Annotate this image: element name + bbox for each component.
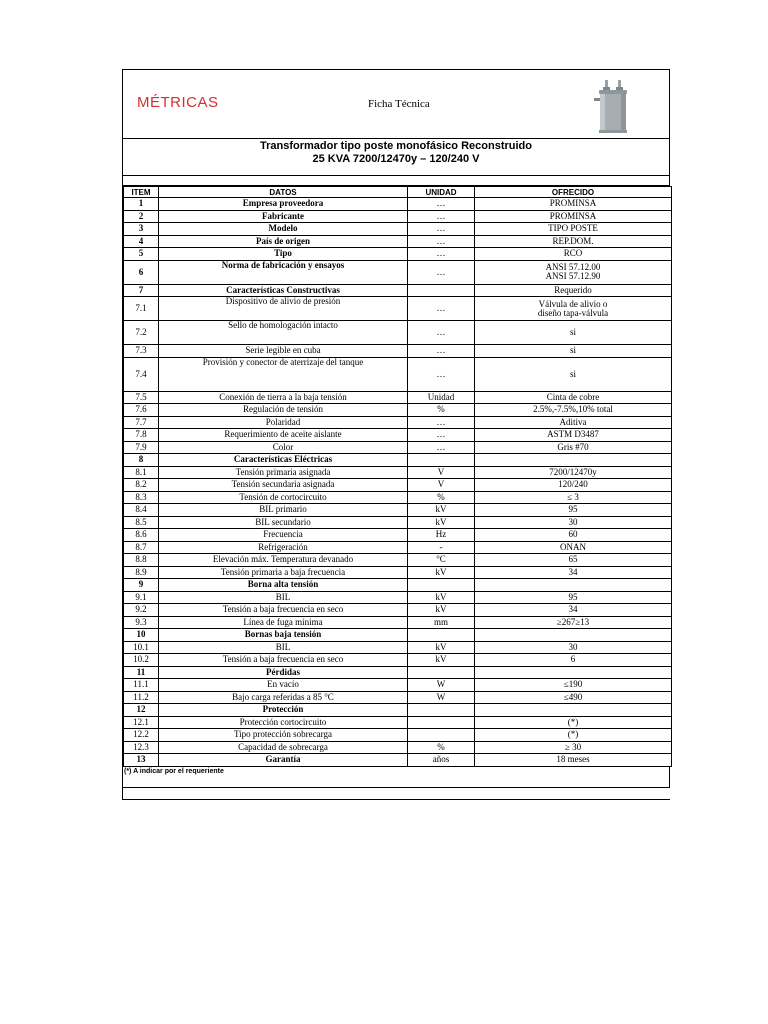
table-row: [124, 429, 672, 442]
cell-unidad: %: [408, 741, 475, 754]
column-header-unidad: UNIDAD: [408, 187, 475, 198]
cell-unidad: [408, 704, 475, 717]
document-header: [123, 70, 670, 139]
table-row: [124, 248, 672, 261]
table-row: [124, 654, 672, 667]
cell-unidad: [408, 629, 475, 642]
cell-datos: Bajo carga referidas a 85 °C: [159, 691, 408, 704]
table-row: [124, 297, 672, 321]
table-row: [124, 491, 672, 504]
cell-ofrecido: TIPO POSTE: [475, 223, 672, 236]
table-row: [124, 260, 672, 284]
cell-datos: Empresa proveedora: [159, 198, 408, 211]
cell-ofrecido: 60: [475, 529, 672, 542]
cell-datos: BIL secundario: [159, 516, 408, 529]
cell-item: 12: [124, 704, 159, 717]
cell-ofrecido: ≤190: [475, 679, 672, 692]
cell-item: 13: [124, 754, 159, 767]
cell-unidad: …: [408, 297, 475, 321]
cell-datos: Norma de fabricación y ensayos: [159, 260, 408, 284]
cell-ofrecido: si: [475, 345, 672, 358]
cell-item: 11.2: [124, 691, 159, 704]
cell-datos: Tensión primaria asignada: [159, 466, 408, 479]
cell-item: 10.2: [124, 654, 159, 667]
cell-unidad: …: [408, 248, 475, 261]
cell-unidad: W: [408, 679, 475, 692]
cell-datos: Tipo protección sobrecarga: [159, 729, 408, 742]
cell-unidad: …: [408, 416, 475, 429]
table-row: [124, 591, 672, 604]
cell-unidad: V: [408, 466, 475, 479]
table-row: [124, 641, 672, 654]
cell-datos: País de origen: [159, 235, 408, 248]
table-row: [124, 754, 672, 767]
cell-unidad: …: [408, 321, 475, 345]
cell-ofrecido: Aditiva: [475, 416, 672, 429]
cell-datos: Garantía: [159, 754, 408, 767]
table-row: [124, 404, 672, 417]
table-row: [124, 741, 672, 754]
cell-ofrecido: Válvula de alivio o diseño tapa-válvula: [475, 297, 672, 321]
table-row: [124, 516, 672, 529]
column-header-datos: DATOS: [159, 187, 408, 198]
cell-ofrecido: 120/240: [475, 479, 672, 492]
cell-unidad: [408, 729, 475, 742]
table-row: [124, 541, 672, 554]
cell-ofrecido: si: [475, 321, 672, 345]
cell-datos: Provisión y conector de aterrizaje del tanque: [159, 357, 408, 391]
cell-datos: Tensión a baja frecuencia en seco: [159, 604, 408, 617]
cell-ofrecido: [475, 666, 672, 679]
cell-item: 9: [124, 579, 159, 592]
table-row: [124, 441, 672, 454]
cell-datos: Regulación de tensión: [159, 404, 408, 417]
table-row: [124, 345, 672, 358]
cell-datos: Protección cortocircuito: [159, 716, 408, 729]
cell-datos: Fabricante: [159, 210, 408, 223]
company-logo: MÉTRICAS: [137, 94, 219, 111]
column-header-item: ITEM: [124, 187, 159, 198]
cell-unidad: …: [408, 345, 475, 358]
cell-datos: Bornas baja tensión: [159, 629, 408, 642]
cell-datos: Protección: [159, 704, 408, 717]
table-row: [124, 579, 672, 592]
title-line-2: 25 KVA 7200/12470y – 120/240 V: [312, 153, 480, 165]
cell-item: 10.1: [124, 641, 159, 654]
cell-unidad: …: [408, 441, 475, 454]
transformer-image: [593, 80, 633, 135]
cell-unidad: [408, 454, 475, 467]
cell-ofrecido: REP.DOM.: [475, 235, 672, 248]
cell-item: 7.5: [124, 391, 159, 404]
spacer-row: [123, 176, 670, 186]
cell-unidad: …: [408, 198, 475, 211]
table-row: [124, 504, 672, 517]
cell-unidad: °C: [408, 554, 475, 567]
cell-datos: Frecuencia: [159, 529, 408, 542]
table-row: [124, 466, 672, 479]
table-row: [124, 604, 672, 617]
cell-unidad: mm: [408, 616, 475, 629]
cell-unidad: …: [408, 260, 475, 284]
cell-item: 7.1: [124, 297, 159, 321]
cell-ofrecido: PROMINSA: [475, 198, 672, 211]
cell-item: 8.4: [124, 504, 159, 517]
cell-item: 7.6: [124, 404, 159, 417]
cell-item: 5: [124, 248, 159, 261]
cell-datos: Dispositivo de alivio de presión: [159, 297, 408, 321]
cell-datos: Elevación máx. Temperatura devanado: [159, 554, 408, 567]
cell-ofrecido: 18 meses: [475, 754, 672, 767]
cell-unidad: …: [408, 223, 475, 236]
table-row: [124, 729, 672, 742]
table-row: [124, 416, 672, 429]
table-row: [124, 235, 672, 248]
cell-unidad: …: [408, 235, 475, 248]
cell-item: 9.2: [124, 604, 159, 617]
cell-item: 8.9: [124, 566, 159, 579]
cell-item: 2: [124, 210, 159, 223]
cell-unidad: V: [408, 479, 475, 492]
cell-item: 12.1: [124, 716, 159, 729]
table-row: [124, 716, 672, 729]
table-row: [124, 679, 672, 692]
cell-datos: Borna alta tensión: [159, 579, 408, 592]
cell-item: 7.8: [124, 429, 159, 442]
cell-datos: Serie legible en cuba: [159, 345, 408, 358]
cell-ofrecido: ANSI 57.12.00 ANSI 57.12.90: [475, 260, 672, 284]
cell-ofrecido: si: [475, 357, 672, 391]
cell-ofrecido: 30: [475, 641, 672, 654]
table-row: [124, 616, 672, 629]
cell-item: 12.2: [124, 729, 159, 742]
cell-datos: Tensión de cortocircuito: [159, 491, 408, 504]
cell-datos: Características Constructivas: [159, 284, 408, 297]
cell-ofrecido: ≤ 3: [475, 491, 672, 504]
cell-item: 7.4: [124, 357, 159, 391]
cell-ofrecido: 34: [475, 566, 672, 579]
cell-unidad: años: [408, 754, 475, 767]
spec-sheet: [122, 69, 670, 800]
table-row: [124, 391, 672, 404]
cell-datos: Tensión primaria a baja frecuencia: [159, 566, 408, 579]
table-row: [124, 704, 672, 717]
cell-ofrecido: ≥ 30: [475, 741, 672, 754]
cell-ofrecido: ≤490: [475, 691, 672, 704]
cell-item: 6: [124, 260, 159, 284]
table-row: [124, 454, 672, 467]
cell-unidad: [408, 666, 475, 679]
table-row: [124, 198, 672, 211]
cell-item: 8.3: [124, 491, 159, 504]
cell-item: 7.3: [124, 345, 159, 358]
cell-item: 10: [124, 629, 159, 642]
cell-unidad: [408, 579, 475, 592]
cell-ofrecido: ≥267≥13: [475, 616, 672, 629]
document-type-label: Ficha Técnica: [368, 98, 430, 110]
cell-item: 8.8: [124, 554, 159, 567]
cell-ofrecido: Gris #70: [475, 441, 672, 454]
cell-datos: Pérdidas: [159, 666, 408, 679]
cell-ofrecido: 65: [475, 554, 672, 567]
cell-item: 11: [124, 666, 159, 679]
table-row: [124, 223, 672, 236]
cell-unidad: …: [408, 357, 475, 391]
cell-datos: Tensión secundaria asignada: [159, 479, 408, 492]
cell-item: 7.9: [124, 441, 159, 454]
cell-unidad: W: [408, 691, 475, 704]
cell-unidad: %: [408, 404, 475, 417]
cell-item: 3: [124, 223, 159, 236]
cell-ofrecido: [475, 579, 672, 592]
table-row: [124, 479, 672, 492]
cell-ofrecido: [475, 629, 672, 642]
cell-datos: Sello de homologación intacto: [159, 321, 408, 345]
cell-item: 8.6: [124, 529, 159, 542]
cell-unidad: kV: [408, 591, 475, 604]
cell-ofrecido: (*): [475, 729, 672, 742]
cell-item: 7: [124, 284, 159, 297]
cell-ofrecido: 30: [475, 516, 672, 529]
cell-ofrecido: (*): [475, 716, 672, 729]
cell-item: 8.1: [124, 466, 159, 479]
table-row: [124, 566, 672, 579]
cell-datos: BIL: [159, 641, 408, 654]
cell-ofrecido: PROMINSA: [475, 210, 672, 223]
cell-ofrecido: 95: [475, 504, 672, 517]
cell-item: 8.7: [124, 541, 159, 554]
cell-datos: En vacío: [159, 679, 408, 692]
title-line-1: Transformador tipo poste monofásico Reconstruido: [260, 140, 532, 152]
cell-item: 7.2: [124, 321, 159, 345]
cell-datos: Conexión de tierra a la baja tensión: [159, 391, 408, 404]
spec-table: [123, 186, 672, 767]
cell-item: 8.5: [124, 516, 159, 529]
cell-ofrecido: 2.5%,-7.5%,10% total: [475, 404, 672, 417]
table-row: [124, 321, 672, 345]
cell-unidad: kV: [408, 604, 475, 617]
cell-item: 8.2: [124, 479, 159, 492]
table-row: [124, 284, 672, 297]
cell-ofrecido: ONAN: [475, 541, 672, 554]
cell-datos: Tipo: [159, 248, 408, 261]
cell-datos: Color: [159, 441, 408, 454]
cell-ofrecido: ASTM D3487: [475, 429, 672, 442]
cell-datos: Requerimiento de aceite aislante: [159, 429, 408, 442]
footnote: (*) A indicar por el requeriente: [123, 767, 670, 788]
table-header-row: [124, 187, 672, 198]
cell-ofrecido: [475, 704, 672, 717]
cell-unidad: …: [408, 210, 475, 223]
table-row: [124, 554, 672, 567]
cell-item: 9.3: [124, 616, 159, 629]
cell-ofrecido: Requerido: [475, 284, 672, 297]
cell-item: 9.1: [124, 591, 159, 604]
cell-ofrecido: [475, 454, 672, 467]
cell-datos: BIL: [159, 591, 408, 604]
table-row: [124, 666, 672, 679]
cell-item: 7.7: [124, 416, 159, 429]
cell-ofrecido: 34: [475, 604, 672, 617]
cell-datos: Capacidad de sobrecarga: [159, 741, 408, 754]
table-row: [124, 691, 672, 704]
table-row: [124, 629, 672, 642]
cell-unidad: …: [408, 429, 475, 442]
cell-unidad: kV: [408, 654, 475, 667]
column-header-ofrecido: OFRECIDO: [475, 187, 672, 198]
cell-unidad: -: [408, 541, 475, 554]
cell-item: 8: [124, 454, 159, 467]
cell-ofrecido: 6: [475, 654, 672, 667]
cell-datos: Tensión a baja frecuencia en seco: [159, 654, 408, 667]
cell-unidad: kV: [408, 641, 475, 654]
table-row: [124, 529, 672, 542]
cell-datos: Polaridad: [159, 416, 408, 429]
document-title: [123, 139, 670, 176]
cell-ofrecido: Cinta de cobre: [475, 391, 672, 404]
cell-item: 11.1: [124, 679, 159, 692]
table-row: [124, 210, 672, 223]
cell-unidad: [408, 716, 475, 729]
cell-item: 4: [124, 235, 159, 248]
cell-unidad: kV: [408, 516, 475, 529]
cell-item: 1: [124, 198, 159, 211]
table-row: [124, 357, 672, 391]
cell-unidad: %: [408, 491, 475, 504]
cell-unidad: Hz: [408, 529, 475, 542]
cell-datos: Características Eléctricas: [159, 454, 408, 467]
cell-unidad: kV: [408, 566, 475, 579]
cell-datos: Línea de fuga mínima: [159, 616, 408, 629]
cell-unidad: kV: [408, 504, 475, 517]
cell-ofrecido: 7200/12470y: [475, 466, 672, 479]
cell-unidad: Unidad: [408, 391, 475, 404]
cell-ofrecido: RCO: [475, 248, 672, 261]
bottom-spacer: [123, 788, 670, 800]
cell-datos: BIL primario: [159, 504, 408, 517]
cell-ofrecido: 95: [475, 591, 672, 604]
cell-datos: Refrigeración: [159, 541, 408, 554]
cell-datos: Modelo: [159, 223, 408, 236]
cell-unidad: [408, 284, 475, 297]
cell-item: 12.3: [124, 741, 159, 754]
